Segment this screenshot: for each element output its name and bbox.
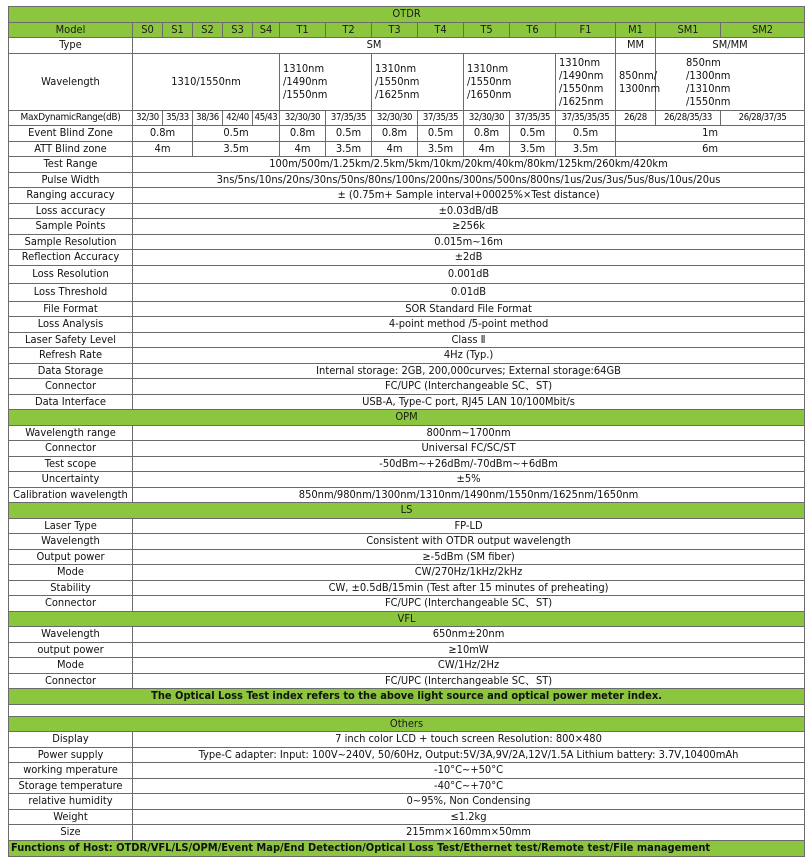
section-ls-title: LS — [9, 503, 805, 519]
abz-t3: 4m — [372, 141, 418, 157]
others-spec-row — [9, 732, 805, 748]
others-spec-row — [9, 809, 805, 825]
row-label: Reflection Accuracy — [9, 250, 133, 266]
host-functions-footer-row — [9, 840, 805, 856]
row-value: 0.001dB — [133, 265, 805, 283]
row-label: Connector — [9, 596, 133, 612]
row-label: output power — [9, 642, 133, 658]
row-value: 0.015m~16m — [133, 234, 805, 250]
model-t4: T4 — [418, 22, 464, 38]
row-label: Wavelength — [9, 53, 133, 110]
opm-spec-row — [9, 425, 805, 441]
row-label: Loss Resolution — [9, 265, 133, 283]
dr-value: 32/30/30 — [464, 110, 510, 126]
row-label: Wavelength range — [9, 425, 133, 441]
otdr-spec-row — [9, 234, 805, 250]
abz-t1: 4m — [280, 141, 326, 157]
row-value: FC/UPC (Interchangeable SC、ST) — [133, 596, 805, 612]
model-s1: S1 — [163, 22, 193, 38]
otdr-spec-row — [9, 379, 805, 395]
model-sm1: SM1 — [656, 22, 721, 38]
row-label: Loss accuracy — [9, 203, 133, 219]
row-label: relative humidity — [9, 794, 133, 810]
ls-spec-row — [9, 580, 805, 596]
wavelength-f1: 1310nm /1490nm /1550nm /1625nm — [556, 53, 616, 110]
row-value: CW/270Hz/1kHz/2kHz — [133, 565, 805, 581]
opm-spec-row — [9, 456, 805, 472]
ebz-t3: 0.8m — [372, 126, 418, 142]
otdr-spec-row — [9, 219, 805, 235]
row-value: ±5% — [133, 472, 805, 488]
ebz-s1-s4: 0.5m — [193, 126, 280, 142]
row-value: 850nm/980nm/1300nm/1310nm/1490nm/1550nm/1625nm/1650nm — [133, 487, 805, 503]
row-value: 215mm×160mm×50mm — [133, 825, 805, 841]
row-label: Storage temperature — [9, 778, 133, 794]
ebz-t2: 0.5m — [326, 126, 372, 142]
dr-value: 42/40 — [223, 110, 253, 126]
model-s3: S3 — [223, 22, 253, 38]
opm-spec-row — [9, 472, 805, 488]
otdr-dynamic-range-row — [9, 110, 805, 126]
ls-spec-row — [9, 549, 805, 565]
otdr-spec-row — [9, 301, 805, 317]
row-label: Mode — [9, 565, 133, 581]
row-value: 0.01dB — [133, 283, 805, 301]
row-label: Connector — [9, 441, 133, 457]
others-spec-row — [9, 763, 805, 779]
row-value: CW, ±0.5dB/15min (Test after 15 minutes of preheating) — [133, 580, 805, 596]
dr-value: 26/28/35/33 — [656, 110, 721, 126]
dr-value: 26/28/37/35 — [721, 110, 805, 126]
otdr-spec-row — [9, 157, 805, 173]
row-value: ±0.03dB/dB — [133, 203, 805, 219]
wavelength-t3-t4: 1310nm /1550nm /1625nm — [372, 53, 464, 110]
abz-t4: 3.5m — [418, 141, 464, 157]
model-header: Model — [9, 22, 133, 38]
abz-t6: 3.5m — [510, 141, 556, 157]
otdr-wavelength-row — [9, 53, 805, 110]
ls-spec-row — [9, 596, 805, 612]
row-value: ≥10mW — [133, 642, 805, 658]
dr-value: 37/35/35 — [510, 110, 556, 126]
model-s2: S2 — [193, 22, 223, 38]
row-value: Type-C adapter: Input: 100V~240V, 50/60Hz, Output:5V/3A,9V/2A,12V/1.5A Lithium battery: 3.7V,10400mAh — [133, 747, 805, 763]
row-value: 800nm~1700nm — [133, 425, 805, 441]
row-value: 650nm±20nm — [133, 627, 805, 643]
wavelength-t5-t6: 1310nm /1550nm /1650nm — [464, 53, 556, 110]
row-label: File Format — [9, 301, 133, 317]
others-spec-row — [9, 747, 805, 763]
opm-spec-row — [9, 487, 805, 503]
vfl-spec-row — [9, 673, 805, 689]
row-value: 7 inch color LCD + touch screen Resolution: 800×480 — [133, 732, 805, 748]
row-value: FP-LD — [133, 518, 805, 534]
abz-mm: 6m — [616, 141, 805, 157]
row-value: -10°C~+50°C — [133, 763, 805, 779]
vfl-spec-row — [9, 642, 805, 658]
spec-table — [8, 6, 805, 857]
dr-value: 37/35/35 — [418, 110, 464, 126]
row-label: Power supply — [9, 747, 133, 763]
row-label: Event Blind Zone — [9, 126, 133, 142]
optical-loss-note-row — [9, 689, 805, 705]
row-value: 3ns/5ns/10ns/20ns/30ns/50ns/80ns/100ns/200ns/300ns/500ns/800ns/1us/2us/3us/5us/8us/10us/20us — [133, 172, 805, 188]
model-f1: F1 — [556, 22, 616, 38]
row-label: Wavelength — [9, 627, 133, 643]
otdr-spec-row — [9, 363, 805, 379]
abz-t5: 4m — [464, 141, 510, 157]
row-value: SOR Standard File Format — [133, 301, 805, 317]
row-value: Internal storage: 2GB, 200,000curves; External storage:64GB — [133, 363, 805, 379]
abz-f1: 3.5m — [556, 141, 616, 157]
dr-value: 45/43 — [253, 110, 280, 126]
model-m1: M1 — [616, 22, 656, 38]
ebz-t6: 0.5m — [510, 126, 556, 142]
otdr-model-header-row — [9, 22, 805, 38]
ls-spec-row — [9, 518, 805, 534]
model-t5: T5 — [464, 22, 510, 38]
abz-s0: 4m — [133, 141, 193, 157]
section-opm-title-row — [9, 410, 805, 426]
row-value: ≤1.2kg — [133, 809, 805, 825]
row-value: ± (0.75m+ Sample interval+00025%×Test distance) — [133, 188, 805, 204]
otdr-spec-row — [9, 172, 805, 188]
type-sm: SM — [133, 38, 616, 54]
otdr-spec-row — [9, 332, 805, 348]
type-smmm: SM/MM — [656, 38, 805, 54]
row-label: Connector — [9, 379, 133, 395]
otdr-type-row — [9, 38, 805, 54]
ebz-t4: 0.5m — [418, 126, 464, 142]
ebz-t5: 0.8m — [464, 126, 510, 142]
row-label: Stability — [9, 580, 133, 596]
row-label: Pulse Width — [9, 172, 133, 188]
blank-spacer — [9, 704, 805, 716]
row-value: -40°C~+70°C — [133, 778, 805, 794]
row-label: Output power — [9, 549, 133, 565]
section-vfl-title: VFL — [9, 611, 805, 627]
dr-value: 26/28 — [616, 110, 656, 126]
row-label: Display — [9, 732, 133, 748]
row-value: Consistent with OTDR output wavelength — [133, 534, 805, 550]
vfl-spec-row — [9, 658, 805, 674]
row-label: Test scope — [9, 456, 133, 472]
opm-spec-row — [9, 441, 805, 457]
row-label: Laser Safety Level — [9, 332, 133, 348]
otdr-spec-row — [9, 394, 805, 410]
otdr-spec-row — [9, 283, 805, 301]
row-label: Test Range — [9, 157, 133, 173]
row-label: Mode — [9, 658, 133, 674]
host-functions-footer: Functions of Host: OTDR/VFL/LS/OPM/Event Map/End Detection/Optical Loss Test/Ethernet test/Remote test/File management — [9, 840, 805, 856]
row-label: MaxDynamicRange(dB) — [9, 110, 133, 126]
row-label: Laser Type — [9, 518, 133, 534]
row-label: Sample Resolution — [9, 234, 133, 250]
model-t6: T6 — [510, 22, 556, 38]
row-value: USB-A, Type-C port, RJ45 LAN 10/100Mbit/s — [133, 394, 805, 410]
row-value: Universal FC/SC/ST — [133, 441, 805, 457]
others-spec-row — [9, 825, 805, 841]
row-value: ≥-5dBm (SM fiber) — [133, 549, 805, 565]
row-value: -50dBm~+26dBm/-70dBm~+6dBm — [133, 456, 805, 472]
row-label: Calibration wavelength — [9, 487, 133, 503]
type-mm: MM — [616, 38, 656, 54]
ebz-f1: 0.5m — [556, 126, 616, 142]
otdr-spec-row — [9, 348, 805, 364]
row-value: 4-point method /5-point method — [133, 317, 805, 333]
otdr-event-blind-row — [9, 126, 805, 142]
row-value: Class Ⅱ — [133, 332, 805, 348]
row-label: Connector — [9, 673, 133, 689]
row-label: Type — [9, 38, 133, 54]
row-label: Uncertainty — [9, 472, 133, 488]
others-spec-row — [9, 794, 805, 810]
otdr-att-blind-row — [9, 141, 805, 157]
model-sm2: SM2 — [721, 22, 805, 38]
row-label: Sample Points — [9, 219, 133, 235]
row-label: Loss Threshold — [9, 283, 133, 301]
otdr-spec-row — [9, 188, 805, 204]
dr-value: 32/30/30 — [372, 110, 418, 126]
model-s0: S0 — [133, 22, 163, 38]
dr-value: 35/33 — [163, 110, 193, 126]
row-label: ATT Blind zone — [9, 141, 133, 157]
otdr-spec-row — [9, 203, 805, 219]
ls-spec-row — [9, 534, 805, 550]
otdr-spec-row — [9, 250, 805, 266]
row-value: ≥256k — [133, 219, 805, 235]
row-label: working mperature — [9, 763, 133, 779]
section-others-title-row — [9, 716, 805, 732]
dr-value: 37/35/35 — [326, 110, 372, 126]
row-value: FC/UPC (Interchangeable SC、ST) — [133, 673, 805, 689]
row-value: FC/UPC (Interchangeable SC、ST) — [133, 379, 805, 395]
dr-value: 37/35/35/35 — [556, 110, 616, 126]
row-label: Ranging accuracy — [9, 188, 133, 204]
model-t3: T3 — [372, 22, 418, 38]
blank-spacer-row — [9, 704, 805, 716]
otdr-spec-row — [9, 265, 805, 283]
row-label: Refresh Rate — [9, 348, 133, 364]
abz-s1-s4: 3.5m — [193, 141, 280, 157]
abz-t2: 3.5m — [326, 141, 372, 157]
section-ls-title-row — [9, 503, 805, 519]
others-spec-row — [9, 778, 805, 794]
row-label: Data Interface — [9, 394, 133, 410]
wavelength-sm: 850nm /1300nm /1310nm /1550nm — [656, 53, 805, 110]
model-t1: T1 — [280, 22, 326, 38]
wavelength-t1-t2: 1310nm /1490nm /1550nm — [280, 53, 372, 110]
wavelength-m1: 850nm/ 1300nm — [616, 53, 656, 110]
section-opm-title: OPM — [9, 410, 805, 426]
otdr-spec-row — [9, 317, 805, 333]
model-t2: T2 — [326, 22, 372, 38]
dr-value: 32/30 — [133, 110, 163, 126]
row-value: ±2dB — [133, 250, 805, 266]
ls-spec-row — [9, 565, 805, 581]
vfl-spec-row — [9, 627, 805, 643]
row-label: Size — [9, 825, 133, 841]
model-s4: S4 — [253, 22, 280, 38]
row-label: Loss Analysis — [9, 317, 133, 333]
row-value: 4Hz (Typ.) — [133, 348, 805, 364]
row-value: 0~95%, Non Condensing — [133, 794, 805, 810]
ebz-mm: 1m — [616, 126, 805, 142]
ebz-t1: 0.8m — [280, 126, 326, 142]
row-value: CW/1Hz/2Hz — [133, 658, 805, 674]
ebz-s0: 0.8m — [133, 126, 193, 142]
dr-value: 38/36 — [193, 110, 223, 126]
spec-sheet — [8, 6, 804, 857]
dr-value: 32/30/30 — [280, 110, 326, 126]
wavelength-s-models: 1310/1550nm — [133, 53, 280, 110]
optical-loss-note: The Optical Loss Test index refers to the above light source and optical power meter index. — [9, 689, 805, 705]
section-otdr-title: OTDR — [9, 7, 805, 23]
row-label: Weight — [9, 809, 133, 825]
row-label: Data Storage — [9, 363, 133, 379]
section-vfl-title-row — [9, 611, 805, 627]
row-value: 100m/500m/1.25km/2.5km/5km/10km/20km/40km/80km/125km/260km/420km — [133, 157, 805, 173]
row-label: Wavelength — [9, 534, 133, 550]
section-others-title: Others — [9, 716, 805, 732]
